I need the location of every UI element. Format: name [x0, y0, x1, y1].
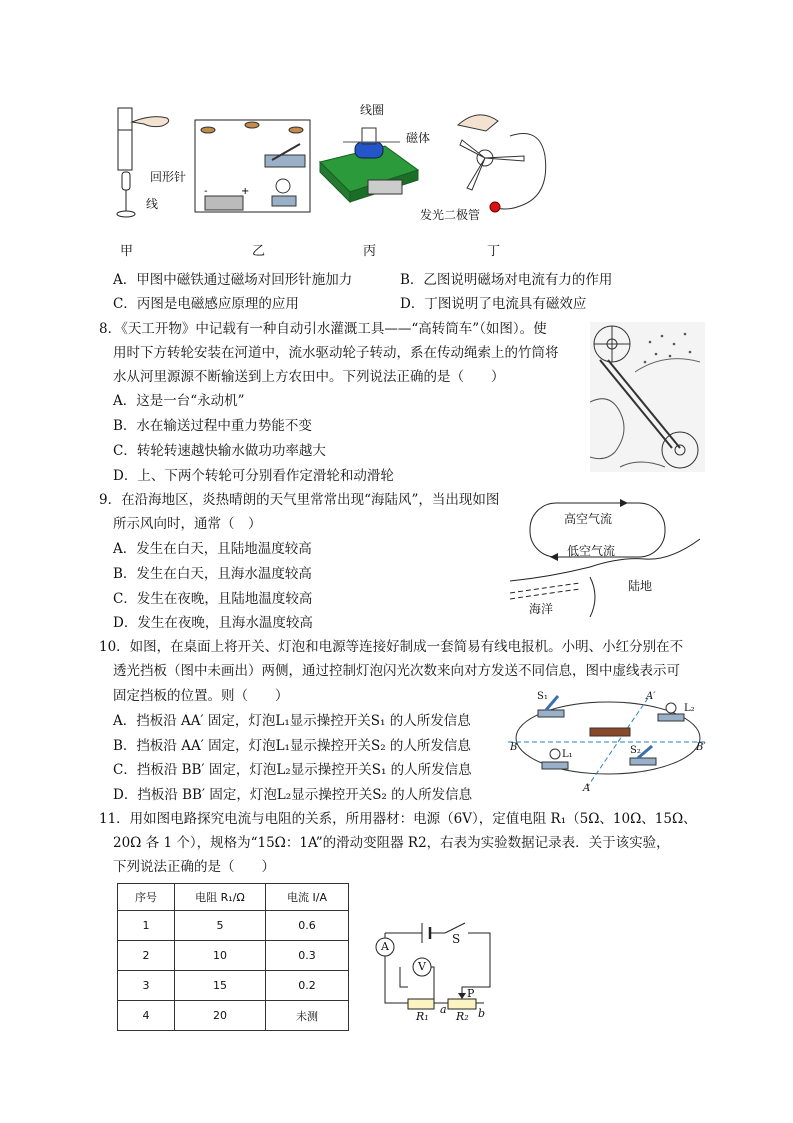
fig-jia	[117, 108, 169, 217]
q9-option-c: C．发生在夜晚，且陆地温度较高	[113, 591, 313, 607]
q9-line-1: 9．在沿海地区，炎热晴朗的天气里常常出现“海陆风”，当出现如图	[99, 492, 500, 508]
q7-option-c: C．丙图是电磁感应原理的应用	[113, 296, 299, 312]
s1-label: S₁	[537, 691, 548, 702]
q8-line-3: 水从河里源源不断输送到上方农田中。下列说法正确的是（ ）	[113, 369, 505, 385]
q10-option-a: A．挡板沿 AA′ 固定，灯泡L₁显示操控开关S₁ 的人所发信息	[113, 713, 471, 729]
q7-option-b: B．乙图说明磁场对电流有力的作用	[400, 272, 613, 288]
b-label: B	[510, 742, 518, 753]
table-header-row	[118, 884, 349, 911]
waterwheel-illustration	[590, 322, 705, 472]
q8-option-d: D．上、下两个转轮可分别看作定滑轮和动滑轮	[113, 468, 394, 484]
b-prime-label: B′	[696, 742, 706, 753]
a-prime-label: A′	[646, 691, 656, 702]
land-label: 陆地	[628, 579, 653, 593]
l2-label: L₂	[684, 703, 695, 714]
q7-option-a: A．甲图中磁铁通过磁场对回形针施加力	[113, 272, 353, 288]
table-row	[118, 911, 349, 941]
q8-option-c: C．转轮转速越快输水做功功率越大	[113, 443, 326, 459]
table-cell: 15	[175, 971, 266, 1001]
q10-option-b: B．挡板沿 AA′ 固定，灯泡L₁显示操控开关S₂ 的人所发信息	[113, 738, 471, 754]
q10-option-c: C．挡板沿 BB′ 固定，灯泡L₂显示操控开关S₁ 的人所发信息	[113, 762, 472, 778]
switch-label: S	[452, 932, 461, 946]
telegraph-diagram	[508, 690, 708, 790]
svg-text:-: -	[204, 186, 208, 197]
led-label: 发光二极管	[420, 208, 481, 222]
table-row	[118, 941, 349, 971]
q8-line-1: 8．《天工开物》中记载有一种自动引水灌溉工具——“高转筒车”（如图）。使	[99, 321, 547, 337]
table-header: 电阻 R₁/Ω	[175, 884, 266, 911]
table-header: 序号	[118, 884, 175, 911]
q11-line-1: 11．用如图电路探究电流与电阻的关系，所用器材：电源（6V），定值电阻 R₁（5Ω、10Ω、15Ω、	[99, 811, 697, 827]
table-cell: 未测	[266, 1001, 349, 1031]
caption-bing: 丙	[363, 244, 377, 259]
q10-line-3: 固定挡板的位置。则（ ）	[113, 688, 289, 704]
table-cell: 0.3	[266, 941, 349, 971]
q9-option-a: A．发生在白天，且陆地温度较高	[113, 541, 312, 557]
q9-option-d: D．发生在夜晚，且海水温度较高	[113, 615, 313, 631]
r1-label: R₁	[416, 1010, 429, 1023]
coil-label: 线圈	[360, 103, 385, 117]
caption-yi: 乙	[252, 244, 266, 259]
table-cell: 20	[175, 1001, 266, 1031]
high-air-label: 高空气流	[564, 512, 613, 526]
q10-option-d: D．挡板沿 BB′ 固定，灯泡L₂显示操控开关S₂ 的人所发信息	[113, 787, 473, 803]
voltmeter-label: V	[418, 960, 426, 973]
table-cell: 10	[175, 941, 266, 971]
table-cell: 2	[118, 941, 175, 971]
table-cell: 1	[118, 911, 175, 941]
ammeter-label: A	[381, 940, 389, 953]
table-header: 电流 I/A	[266, 884, 349, 911]
s2-label: S₂	[630, 745, 641, 756]
q11-line-3: 下列说法正确的是（ ）	[113, 859, 275, 875]
l1-label: L₁	[562, 749, 573, 760]
q11-data-table	[117, 883, 349, 1031]
q8-option-a: A．这是一台“永动机”	[113, 393, 245, 409]
slider-label: P	[467, 987, 475, 1000]
low-air-label: 低空气流	[567, 544, 616, 558]
q9-option-b: B．发生在白天，且海水温度较高	[113, 566, 312, 582]
fig-ding	[458, 115, 546, 212]
q8-option-b: B．水在输送过程中重力势能不变	[113, 418, 312, 434]
table-row	[118, 971, 349, 1001]
thread-label: 线	[146, 197, 159, 211]
q8-line-2: 用时下方转轮安装在河道中，流水驱动轮子转动，系在传动绳索上的竹筒将	[113, 345, 559, 361]
q11-line-2: 20Ω 各 1 个），规格为“15Ω：1A”的滑动变阻器 R2，右表为实验数据记录表．关于该实验，	[113, 835, 670, 851]
sea-label: 海洋	[529, 602, 554, 616]
node-a-label: a	[440, 1003, 447, 1016]
caption-ding: 丁	[487, 244, 501, 259]
table-cell: 3	[118, 971, 175, 1001]
q10-line-2: 透光挡板（图中未画出）两侧，通过控制灯泡闪光次数来向对方发送不同信息，图中虚线表示可	[113, 663, 680, 679]
table-row	[118, 1001, 349, 1031]
fig-bing	[320, 128, 418, 202]
a-label: A	[583, 783, 591, 794]
node-b-label: b	[478, 1007, 486, 1020]
q7-option-d: D．丁图说明了电流具有磁效应	[400, 296, 587, 312]
table-cell: 0.6	[266, 911, 349, 941]
q9-line-2: 所示风向时，通常（ ）	[113, 516, 262, 532]
table-cell: 0.2	[266, 971, 349, 1001]
fig-yi	[195, 120, 310, 212]
table-cell: 5	[175, 911, 266, 941]
pin-label: 回形针	[150, 170, 187, 184]
magnet-label: 磁体	[406, 131, 431, 145]
q10-line-1: 10．如图，在桌面上将开关、灯泡和电源等连接好制成一套简易有线电报机。小明、小红分别在不	[99, 639, 684, 655]
caption-jia: 甲	[120, 244, 134, 259]
r2-label: R₂	[456, 1010, 469, 1023]
svg-text:+: +	[241, 186, 250, 197]
table-cell: 4	[118, 1001, 175, 1031]
